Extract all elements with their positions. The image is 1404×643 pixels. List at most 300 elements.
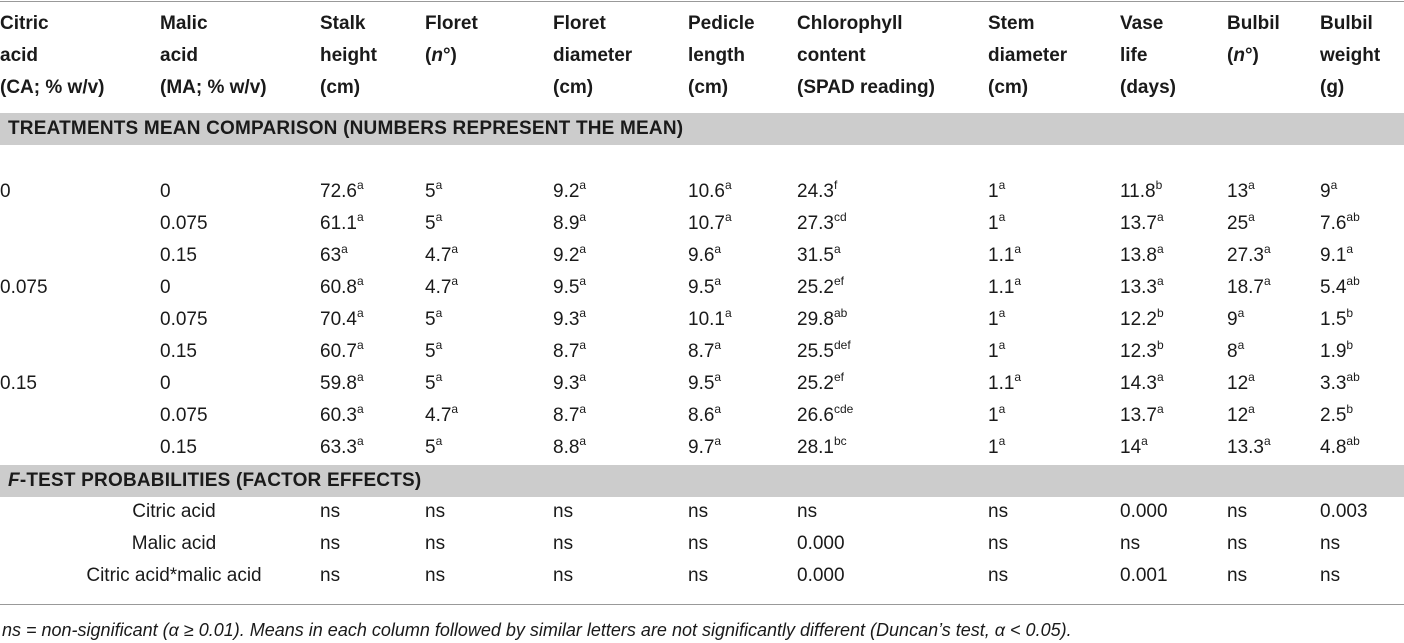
significance-letters: a xyxy=(579,274,587,288)
factor-label: Malic acid xyxy=(131,533,217,554)
probability-cell: ns xyxy=(425,501,446,522)
table-row xyxy=(0,176,1404,208)
mean-value: 9 xyxy=(1320,181,1331,202)
mean-value: 7.6 xyxy=(1320,213,1347,234)
value-cell xyxy=(553,368,586,401)
section-ftest-rest: -TEST PROBABILITIES (FACTOR EFFECTS) xyxy=(19,470,422,491)
column-header xyxy=(988,8,1067,104)
value-cell xyxy=(320,304,364,337)
value-cell xyxy=(1120,336,1164,369)
value-cell xyxy=(1120,176,1162,209)
ca-cell: 0.075 xyxy=(0,277,48,298)
significance-letters: ab xyxy=(1346,434,1360,448)
value-cell xyxy=(320,176,364,209)
value-cell xyxy=(1320,368,1360,401)
mean-value: 1 xyxy=(988,181,999,202)
column-header-line: weight xyxy=(1320,45,1381,66)
significance-letters: a xyxy=(998,402,1006,416)
value-cell xyxy=(553,176,586,209)
mean-value: 1 xyxy=(988,213,999,234)
mean-value: 5 xyxy=(425,373,436,394)
factor-label: Citric acid xyxy=(132,501,216,522)
probability-cell: 0.000 xyxy=(797,533,845,554)
value-cell xyxy=(320,432,364,465)
significance-letters: a xyxy=(1141,434,1148,448)
mean-value: 60.7 xyxy=(320,341,357,362)
significance-letters: a xyxy=(356,210,364,224)
value-cell xyxy=(425,240,458,273)
value-cell xyxy=(797,304,847,337)
value-cell xyxy=(797,272,844,305)
table-row xyxy=(0,368,1404,400)
value-cell xyxy=(688,176,732,209)
mean-value: 1 xyxy=(988,341,999,362)
column-header-line: acid xyxy=(160,45,199,66)
mean-value: 5.4 xyxy=(1320,277,1347,298)
mean-value: 9.2 xyxy=(553,245,580,266)
ma-cell: 0.15 xyxy=(160,437,197,458)
mean-value: 1 xyxy=(988,309,999,330)
mean-value: 5 xyxy=(425,437,436,458)
significance-letters: a xyxy=(1156,242,1164,256)
column-header-line: (cm) xyxy=(988,77,1029,98)
probability-cell: ns xyxy=(688,501,709,522)
mean-value: 72.6 xyxy=(320,181,357,202)
probability-cell: ns xyxy=(988,533,1009,554)
mean-value: 1 xyxy=(988,405,999,426)
significance-letters: ab xyxy=(1346,370,1360,384)
significance-letters: a xyxy=(1156,402,1164,416)
significance-letters: a xyxy=(579,338,587,352)
value-cell xyxy=(688,400,721,433)
mean-value: 4.8 xyxy=(1320,437,1347,458)
column-header-line: Stem xyxy=(988,13,1035,34)
value-cell xyxy=(988,240,1021,273)
mean-value: 13.7 xyxy=(1120,405,1157,426)
section-ftest-band xyxy=(0,465,1404,497)
probability-cell: ns xyxy=(988,501,1009,522)
bottom-rule xyxy=(0,604,1404,605)
mean-value: 1 xyxy=(988,437,999,458)
mean-value: 11.8 xyxy=(1120,181,1156,202)
value-cell xyxy=(320,240,348,273)
value-cell xyxy=(553,208,586,241)
significance-letters: a xyxy=(579,242,587,256)
probability-cell: 0.000 xyxy=(797,565,845,586)
table-row xyxy=(0,304,1404,336)
value-cell xyxy=(797,176,837,209)
value-cell xyxy=(425,368,442,401)
value-cell xyxy=(1227,400,1255,433)
value-cell xyxy=(1120,368,1164,401)
column-header xyxy=(320,8,377,104)
mean-value: 27.3 xyxy=(1227,245,1264,266)
value-cell xyxy=(320,336,364,369)
significance-letters: a xyxy=(435,434,443,448)
significance-letters: ef xyxy=(833,370,844,384)
mean-value: 9.5 xyxy=(688,277,715,298)
significance-letters: a xyxy=(714,370,722,384)
ma-cell: 0 xyxy=(160,181,171,202)
mean-value: 2.5 xyxy=(1320,405,1347,426)
value-cell xyxy=(1227,336,1244,369)
significance-letters: a xyxy=(579,178,587,192)
mean-value: 10.6 xyxy=(688,181,725,202)
value-cell xyxy=(425,304,442,337)
ma-cell: 0 xyxy=(160,277,171,298)
significance-letters: b xyxy=(1346,306,1354,320)
value-cell xyxy=(553,336,586,369)
value-cell xyxy=(1320,272,1360,305)
mean-value: 4.7 xyxy=(425,277,452,298)
column-header-line: Vase xyxy=(1120,13,1164,34)
value-cell xyxy=(988,368,1021,401)
mean-value: 14 xyxy=(1120,437,1142,458)
significance-letters: a xyxy=(1263,242,1271,256)
significance-letters: a xyxy=(435,338,443,352)
column-header xyxy=(553,8,632,104)
significance-letters: a xyxy=(579,306,587,320)
value-cell xyxy=(988,176,1005,209)
significance-letters: a xyxy=(1263,434,1271,448)
significance-letters: a xyxy=(833,242,841,256)
value-cell xyxy=(797,208,847,241)
value-cell xyxy=(425,432,442,465)
significance-letters: a xyxy=(724,306,732,320)
value-cell xyxy=(688,208,732,241)
mean-value: 8.7 xyxy=(553,341,580,362)
value-cell xyxy=(797,336,851,369)
significance-letters: cde xyxy=(833,402,854,416)
column-header xyxy=(160,8,267,104)
ftest-row xyxy=(0,560,1404,592)
mean-value: 5 xyxy=(425,341,436,362)
significance-letters: ef xyxy=(833,274,844,288)
value-cell xyxy=(320,272,364,305)
table-row xyxy=(0,272,1404,304)
table-row xyxy=(0,208,1404,240)
mean-value: 8.7 xyxy=(688,341,715,362)
mean-value: 25 xyxy=(1227,213,1249,234)
significance-letters: a xyxy=(341,242,348,256)
mean-value: 8.6 xyxy=(688,405,715,426)
column-header xyxy=(1320,8,1380,104)
significance-letters: a xyxy=(714,434,722,448)
mean-value: 9 xyxy=(1227,309,1238,330)
value-cell xyxy=(425,400,458,433)
significance-letters: a xyxy=(579,434,587,448)
probability-cell: 0.000 xyxy=(1120,501,1168,522)
probability-cell: ns xyxy=(1227,501,1248,522)
mean-value: 9.3 xyxy=(553,309,580,330)
value-cell xyxy=(1320,336,1353,369)
value-cell xyxy=(320,368,364,401)
section-ftest-prefix: F xyxy=(8,470,20,491)
significance-letters: ab xyxy=(1346,274,1360,288)
ftest-row xyxy=(0,528,1404,560)
column-header-line: (g) xyxy=(1320,77,1345,98)
significance-letters: a xyxy=(356,306,364,320)
value-cell xyxy=(553,272,586,305)
value-cell xyxy=(988,336,1005,369)
column-header-line: Bulbil xyxy=(1320,13,1373,34)
significance-letters: a xyxy=(356,178,364,192)
table-row xyxy=(0,336,1404,368)
mean-value: 60.3 xyxy=(320,405,357,426)
significance-letters: a xyxy=(1014,370,1022,384)
probability-cell: ns xyxy=(553,533,574,554)
mean-value: 13 xyxy=(1227,181,1249,202)
table-row xyxy=(0,240,1404,272)
probability-cell: 0.001 xyxy=(1120,565,1168,586)
column-header xyxy=(425,8,478,104)
column-header-line: length xyxy=(688,45,745,66)
column-header-line: acid xyxy=(0,45,39,66)
mean-value: 13.7 xyxy=(1120,213,1157,234)
mean-value: 1.1 xyxy=(988,277,1015,298)
value-cell xyxy=(1320,176,1337,209)
column-header xyxy=(797,8,935,104)
mean-value: 9.2 xyxy=(553,181,580,202)
section-means-band xyxy=(0,113,1404,145)
value-cell xyxy=(797,368,844,401)
significance-letters: a xyxy=(714,402,722,416)
mean-value: 25.5 xyxy=(797,341,834,362)
mean-value: 63 xyxy=(320,245,342,266)
mean-value: 10.1 xyxy=(688,309,725,330)
ma-cell: 0 xyxy=(160,373,171,394)
column-header-line: Malic xyxy=(160,13,208,34)
probability-cell: ns xyxy=(988,565,1009,586)
value-cell xyxy=(1120,432,1148,465)
mean-value: 25.2 xyxy=(797,373,834,394)
mean-value: 9.5 xyxy=(553,277,580,298)
table-footnote: ns = non-significant (α ≥ 0.01). Means in each column followed by similar letters are not significantly different (Duncan’s test, α < 0.05). xyxy=(2,620,1072,640)
table-header xyxy=(0,0,1404,112)
ca-cell: 0 xyxy=(0,181,11,202)
probability-cell: ns xyxy=(320,533,341,554)
mean-value: 8.7 xyxy=(553,405,580,426)
mean-value: 1.5 xyxy=(1320,309,1347,330)
column-header-line: (days) xyxy=(1120,77,1176,98)
value-cell xyxy=(425,176,442,209)
value-cell xyxy=(1227,176,1255,209)
significance-letters: def xyxy=(833,338,851,352)
mean-value: 12.2 xyxy=(1120,309,1157,330)
significance-letters: bc xyxy=(833,434,847,448)
significance-letters: a xyxy=(998,434,1006,448)
column-header-line: Floret xyxy=(425,13,478,34)
value-cell xyxy=(797,432,847,465)
significance-letters: a xyxy=(998,210,1006,224)
mean-value: 63.3 xyxy=(320,437,357,458)
value-cell xyxy=(1120,208,1164,241)
table-row xyxy=(0,400,1404,432)
probability-cell: ns xyxy=(425,565,446,586)
probability-cell: ns xyxy=(553,565,574,586)
table-row xyxy=(0,432,1404,464)
value-cell xyxy=(1227,240,1271,273)
mean-value: 9.1 xyxy=(1320,245,1347,266)
mean-value: 28.1 xyxy=(797,437,834,458)
mean-value: 5 xyxy=(425,181,436,202)
value-cell xyxy=(553,400,586,433)
ftest-row xyxy=(0,496,1404,528)
mean-value: 9.5 xyxy=(688,373,715,394)
significance-letters: cd xyxy=(833,210,847,224)
mean-value: 12 xyxy=(1227,405,1249,426)
value-cell xyxy=(988,432,1005,465)
significance-letters: a xyxy=(714,338,722,352)
significance-letters: a xyxy=(1248,402,1255,416)
mean-value: 12.3 xyxy=(1120,341,1157,362)
significance-letters: a xyxy=(1014,274,1022,288)
significance-letters: b xyxy=(1155,178,1163,192)
column-header-line: Citric xyxy=(0,13,49,34)
column-header-line: life xyxy=(1120,45,1148,66)
value-cell xyxy=(1227,368,1255,401)
column-header-line: (cm) xyxy=(688,77,729,98)
significance-letters: a xyxy=(451,274,459,288)
mean-value: 14.3 xyxy=(1120,373,1157,394)
mean-value: 26.6 xyxy=(797,405,834,426)
value-cell xyxy=(1227,304,1244,337)
significance-letters: a xyxy=(435,370,443,384)
significance-letters: a xyxy=(356,338,364,352)
probability-cell: ns xyxy=(1227,565,1248,586)
value-cell xyxy=(425,272,458,305)
mean-value: 31.5 xyxy=(797,245,834,266)
mean-value: 59.8 xyxy=(320,373,357,394)
probability-cell: ns xyxy=(553,501,574,522)
column-header-line xyxy=(1227,72,1280,104)
probability-cell: ns xyxy=(688,565,709,586)
significance-letters: a xyxy=(356,370,364,384)
value-cell xyxy=(797,400,853,433)
mean-value: 1.1 xyxy=(988,373,1015,394)
significance-letters: a xyxy=(1156,370,1164,384)
significance-letters: b xyxy=(1346,338,1354,352)
value-cell xyxy=(553,240,586,273)
significance-letters: a xyxy=(579,210,587,224)
column-header-line: Bulbil xyxy=(1227,13,1280,34)
column-header-line: height xyxy=(320,45,377,66)
value-cell xyxy=(553,432,586,465)
significance-letters: a xyxy=(356,434,364,448)
ma-cell: 0.15 xyxy=(160,245,197,266)
probability-cell: ns xyxy=(688,533,709,554)
column-header-line xyxy=(425,72,478,104)
value-cell xyxy=(988,272,1021,305)
probability-cell: ns xyxy=(1227,533,1248,554)
significance-letters: a xyxy=(1263,274,1271,288)
value-cell xyxy=(988,304,1005,337)
mean-value: 29.8 xyxy=(797,309,834,330)
significance-letters: a xyxy=(724,210,732,224)
mean-value: 13.8 xyxy=(1120,245,1157,266)
mean-value: 1.1 xyxy=(988,245,1015,266)
value-cell xyxy=(988,208,1005,241)
value-cell xyxy=(688,336,721,369)
significance-letters: ab xyxy=(1346,210,1360,224)
significance-letters: a xyxy=(451,242,459,256)
column-header-line: (MA; % w/v) xyxy=(160,77,267,98)
mean-value: 4.7 xyxy=(425,405,452,426)
significance-letters: a xyxy=(356,402,364,416)
significance-letters: a xyxy=(1248,370,1255,384)
probability-cell: ns xyxy=(1320,565,1341,586)
probability-cell: 0.003 xyxy=(1320,501,1368,522)
mean-value: 10.7 xyxy=(688,213,725,234)
significance-letters: b xyxy=(1346,402,1354,416)
significance-letters: a xyxy=(435,178,443,192)
mean-value: 13.3 xyxy=(1227,437,1264,458)
significance-letters: a xyxy=(451,402,459,416)
column-header-line: (n°) xyxy=(1227,45,1259,66)
probability-cell: ns xyxy=(1120,533,1141,554)
mean-value: 8.9 xyxy=(553,213,580,234)
significance-letters: a xyxy=(1237,338,1245,352)
column-header-line: diameter xyxy=(988,45,1068,66)
significance-letters: a xyxy=(356,274,364,288)
significance-letters: a xyxy=(1014,242,1022,256)
value-cell xyxy=(1227,272,1271,305)
significance-letters: a xyxy=(1330,178,1338,192)
significance-letters: a xyxy=(1156,274,1164,288)
probability-cell: ns xyxy=(1320,533,1341,554)
significance-letters: a xyxy=(435,306,443,320)
mean-value: 24.3 xyxy=(797,181,834,202)
value-cell xyxy=(797,240,841,273)
value-cell xyxy=(688,432,721,465)
significance-letters: a xyxy=(1346,242,1354,256)
significance-letters: a xyxy=(998,178,1006,192)
ca-cell: 0.15 xyxy=(0,373,37,394)
column-header-line: Floret xyxy=(553,13,606,34)
column-header-line: diameter xyxy=(553,45,633,66)
significance-letters: a xyxy=(998,306,1006,320)
ma-cell: 0.075 xyxy=(160,405,208,426)
column-header-line: (cm) xyxy=(320,77,361,98)
mean-value: 13.3 xyxy=(1120,277,1157,298)
mean-value: 8 xyxy=(1227,341,1238,362)
mean-value: 60.8 xyxy=(320,277,357,298)
column-header-line: content xyxy=(797,45,866,66)
value-cell xyxy=(688,272,721,305)
mean-value: 3.3 xyxy=(1320,373,1347,394)
mean-value: 12 xyxy=(1227,373,1249,394)
significance-letters: a xyxy=(579,402,587,416)
value-cell xyxy=(1320,432,1360,465)
value-cell xyxy=(320,400,364,433)
significance-letters: a xyxy=(998,338,1006,352)
column-header-line: (n°) xyxy=(425,45,457,66)
significance-letters: f xyxy=(833,178,838,192)
section-ftest-title xyxy=(8,465,421,497)
column-header-line: (cm) xyxy=(553,77,594,98)
value-cell xyxy=(688,240,721,273)
value-cell xyxy=(1320,304,1353,337)
mean-value: 9.6 xyxy=(688,245,715,266)
value-cell xyxy=(425,208,442,241)
probability-cell: ns xyxy=(425,533,446,554)
mean-value: 5 xyxy=(425,309,436,330)
significance-letters: a xyxy=(1248,210,1255,224)
probability-cell: ns xyxy=(320,565,341,586)
significance-letters: a xyxy=(1237,306,1245,320)
significance-letters: a xyxy=(714,274,722,288)
section-means-title: TREATMENTS MEAN COMPARISON (NUMBERS REPRESENT THE MEAN) xyxy=(8,118,684,139)
